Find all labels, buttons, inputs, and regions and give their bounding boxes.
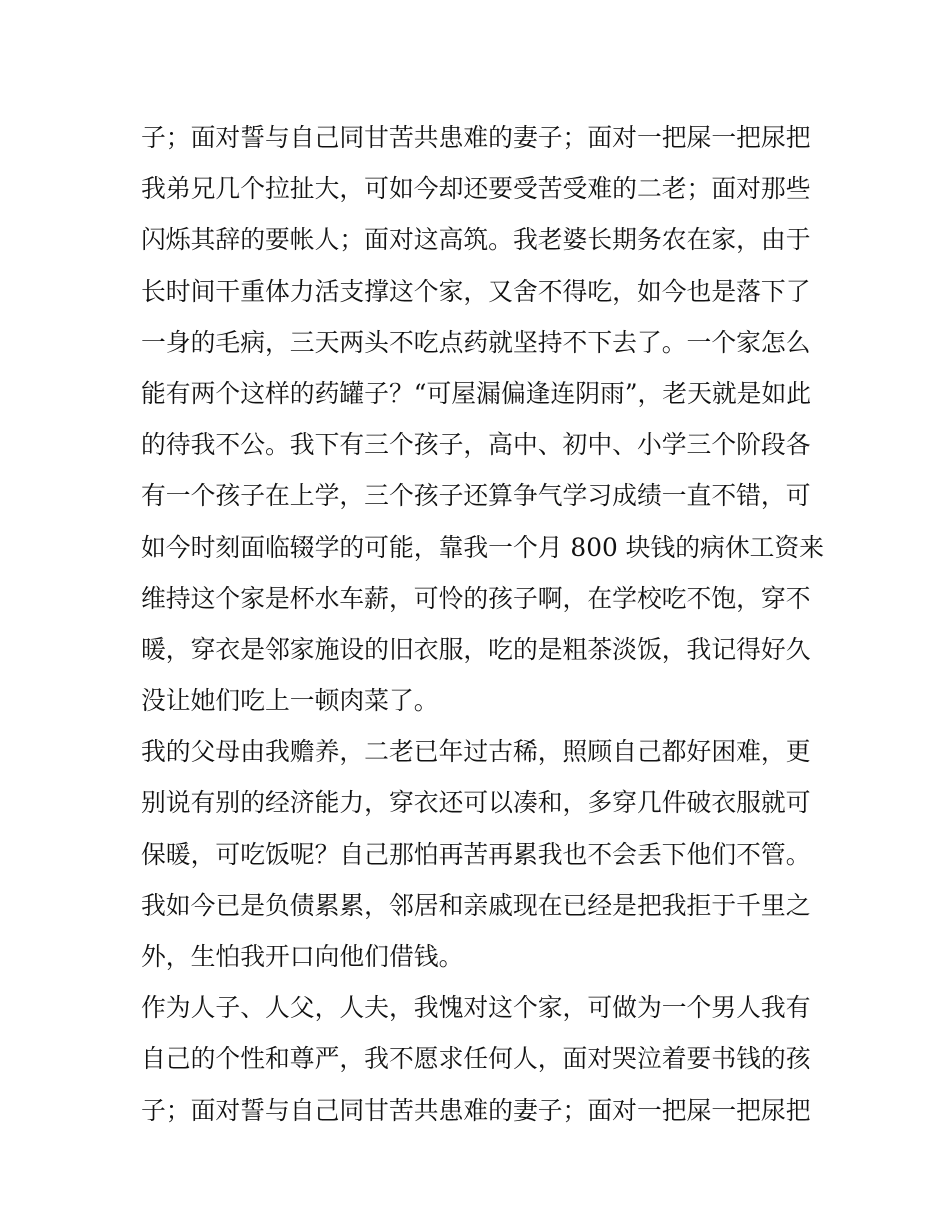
text-line: 长时间干重体力活支撑这个家，又舍不得吃，如今也是落下了 xyxy=(141,276,811,306)
text-line: 没让她们吃上一顿肉菜了。 xyxy=(141,686,439,716)
text-line: 别说有别的经济能力，穿衣还可以凑和，多穿几件破衣服就可 xyxy=(141,788,811,818)
text-line: 闪烁其辞的要帐人；面对这高筑。我老婆长期务农在家，由于 xyxy=(141,225,811,255)
text-line: 子；面对誓与自己同甘苦共患难的妻子；面对一把屎一把尿把 xyxy=(141,123,811,152)
text-line: 我如今已是负债累累，邻居和亲戚现在已经是把我拒于千里之 xyxy=(141,890,811,920)
text-line: 有一个孩子在上学，三个孩子还算争气学习成绩一直不错，可 xyxy=(141,481,811,511)
text-line: 暖，穿衣是邻家施设的旧衣服，吃的是粗茶淡饭，我记得好久 xyxy=(141,634,811,664)
text-line: 外，生怕我开口向他们借钱。 xyxy=(141,942,464,971)
text-line: 自己的个性和尊严，我不愿求任何人，面对哭泣着要书钱的孩 xyxy=(141,1044,811,1074)
text-line: 作为人子、人父，人夫，我愧对这个家，可做为一个男人我有 xyxy=(141,993,811,1023)
document-body xyxy=(141,112,825,1136)
text-line: 保暖，可吃饭呢？自己那怕再苦再累我也不会丢下他们不管。 xyxy=(141,839,811,869)
text-line: 我的父母由我赡养，二老已年过古稀，照顾自己都好困难，更 xyxy=(141,737,811,767)
text-line: 我弟兄几个拉扯大，可如今却还要受苦受难的二老；面对那些 xyxy=(141,174,811,204)
text-line: 的待我不公。我下有三个孩子，高中、初中、小学三个阶段各 xyxy=(141,430,811,460)
text-line: 一身的毛病，三天两头不吃点药就坚持不下去了。一个家怎么 xyxy=(141,327,811,357)
text-line: 能有两个这样的药罐子？“可屋漏偏逢连阴雨”，老天就是如此 xyxy=(141,378,812,408)
text-line: 如今时刻面临辍学的可能，靠我一个月 800 块钱的病休工资来 xyxy=(141,532,825,562)
text-line: 子；面对誓与自己同甘苦共患难的妻子；面对一把屎一把尿把 xyxy=(141,1095,811,1125)
text-line: 维持这个家是杯水车薪，可怜的孩子啊，在学校吃不饱，穿不 xyxy=(141,583,811,613)
